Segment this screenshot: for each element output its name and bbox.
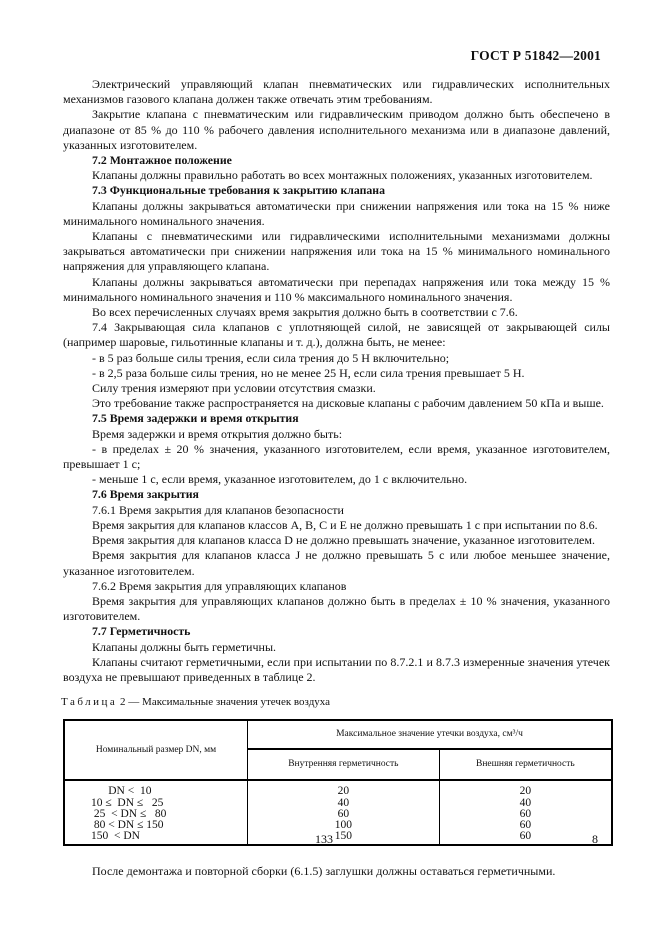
paragraph: - в пределах ± 20 % значения, указанного изготовителем, если время, указанное изготовителем, превышает 1 с;: [63, 441, 610, 472]
paragraph: - в 2,5 раза больше силы трения, но не менее 25 Н, если сила трения превышает 5 Н.: [92, 365, 525, 380]
table-cell: 60: [337, 807, 350, 820]
table-caption-label: Таблица: [61, 696, 118, 709]
paragraph: Время задержки и время открытия должно быть:: [92, 426, 343, 441]
paragraph: 7.6.2 Время закрытия для управляющих клапанов: [92, 578, 347, 593]
column-header-dn: Номинальный размер DN, мм: [64, 720, 248, 780]
column-header-external: Внешняя герметичность: [439, 749, 612, 780]
table-cell: 40: [519, 796, 532, 809]
sheet-number: 8: [592, 832, 598, 846]
column-group-header: Максимальное значение утечки воздуха, см³/ч: [248, 720, 613, 749]
table-cell: 100: [334, 818, 352, 831]
paragraph: Клапаны должны закрываться автоматически при снижении напряжения или тока на 15 % ниже минимального номинального значения.: [63, 198, 610, 228]
table-cell: 40: [337, 796, 350, 809]
paragraph: Время закрытия для клапанов класса J не должно превышать 5 с или любое меньшее значение, указанное изготовителем.: [63, 548, 610, 578]
table-cell: 20: [337, 785, 350, 798]
table-cell: 150: [334, 830, 352, 843]
paragraph: 7.4 Закрывающая сила клапанов с уплотняющей силой, не зависящей от закрывающей силы (например шаровые, гильотинные клапаны и т. д.), должна быть, не менее:: [63, 320, 610, 350]
paragraph: Во всех перечисленных случаях время закрытия должно быть в соответствии с 7.6.: [92, 305, 518, 320]
table-cell: 60: [519, 830, 532, 843]
column-header-internal: Внутренняя герметичность: [248, 749, 440, 780]
section-heading: 7.7 Герметичность: [92, 624, 191, 639]
paragraph: Время закрытия для клапанов класса D не должно превышать значение, указанное изготовителем.: [92, 533, 595, 548]
paragraph: Это требование также распространяется на дисковые клапаны с рабочим давлением 50 кПа и выше.: [92, 396, 604, 411]
section-heading: 7.2 Монтажное положение: [92, 153, 232, 168]
table-cell: DN < 10: [91, 785, 152, 798]
section-heading: 7.5 Время задержки и время открытия: [92, 411, 299, 426]
section-heading: 7.3 Функциональные требования к закрытию клапана: [92, 183, 385, 198]
paragraph: Клапаны должны быть герметичны.: [92, 639, 277, 654]
paragraph: Время закрытия для управляющих клапанов должно быть в пределах ± 10 % значения, указанного изготовителем.: [63, 593, 610, 624]
table-cell: 60: [519, 818, 532, 831]
paragraph: - в 5 раз больше силы трения, если сила трения до 5 Н включительно;: [92, 350, 450, 365]
section-heading: 7.6 Время закрытия: [92, 487, 199, 502]
paragraph: Время закрытия для клапанов классов А, В, С и Е не должно превышать 1 с при испытании по 8.6.: [92, 517, 598, 532]
table-caption-title: 2 — Максимальные значения утечек воздуха: [117, 696, 331, 709]
dn-column: [64, 780, 248, 845]
paragraph: Клапаны должны правильно работать во всех монтажных положениях, указанных изготовителем.: [92, 168, 593, 183]
internal-column: [248, 780, 440, 845]
paragraph: Клапаны считают герметичными, если при испытании по 8.7.2.1 и 8.7.3 измеренные значения утечек воздуха не превышают приведенных в таблице 2.: [63, 654, 610, 684]
paragraph: 7.6.1 Время закрытия для клапанов безопасности: [92, 502, 344, 517]
external-column: [439, 780, 612, 845]
document-id: ГОСТ Р 51842—2001: [470, 48, 601, 63]
paragraph: - меньше 1 с, если время, указанное изготовителем, до 1 с включительно.: [92, 472, 468, 487]
paragraph: Силу трения измеряют при условии отсутствия смазки.: [92, 381, 376, 396]
paragraph: Клапаны должны закрываться автоматически при перепадах напряжения или тока между 15 % минимального номинального значения и 110 % максимального номинального значения.: [63, 274, 610, 304]
table-cell: 60: [519, 807, 532, 820]
document-body: [63, 77, 610, 880]
table-cell: 25 < DN ≤ 80: [91, 807, 167, 820]
paragraph: Закрытие клапана с пневматическим или гидравлическим приводом должно быть обеспечено в диапазоне от 85 % до 110 % рабочего давления исполнительного механизма или в диапазоне давлений, указанных изготовителем.: [63, 107, 610, 152]
page-number: 133: [315, 832, 333, 846]
table-cell: 10 ≤ DN ≤ 25: [91, 796, 164, 809]
air-leakage-table: [63, 719, 613, 846]
table-cell: 80 < DN ≤ 150: [91, 818, 164, 831]
after-table-paragraph: После демонтажа и повторной сборки (6.1.5) заглушки должны оставаться герметичными.: [92, 864, 556, 879]
table-caption: [61, 695, 610, 710]
paragraph: Клапаны с пневматическими или гидравлическими исполнительными механизмами должны закрываться автоматически при снижении напряжения или тока на 15 % минимального номинального напряжения для управляющего клапана.: [63, 229, 610, 274]
paragraphs: [63, 77, 610, 685]
table-cell: 150 < DN: [91, 830, 140, 843]
table-cell: 20: [519, 785, 532, 798]
paragraph: Электрический управляющий клапан пневматических или гидравлических исполнительных механизмов газового клапана должен также отвечать этим требованиям.: [63, 77, 610, 107]
